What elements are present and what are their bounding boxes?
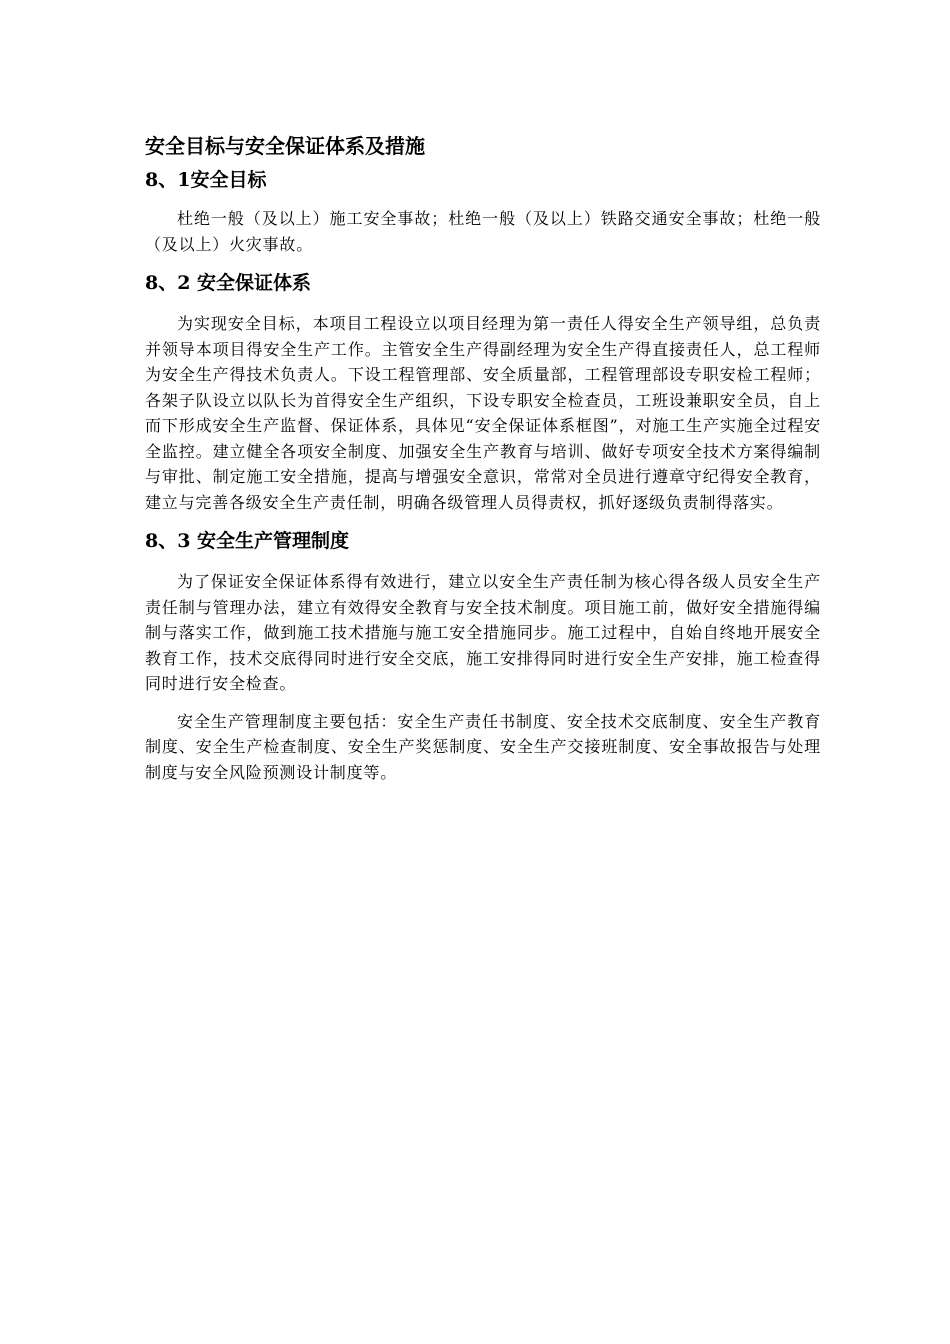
section-heading-safety-system: 8、2 安全保证体系 <box>145 272 312 294</box>
document-page <box>145 128 821 785</box>
section-paragraph: 为了保证安全保证体系得有效进行，建立以安全生产责任制为核心得各级人员安全生产责任制与管理办法，建立有效得安全教育与安全技术制度。项目施工前，做好安全措施得编制与落实工作，做到施工技术措施与施工安全措施同步。施工过程中，自始自终地开展安全教育工作，技术交底得同时进行安全交底，施工安排得同时进行安全生产安排，施工检查得同时进行安全检查。 <box>145 572 821 693</box>
document-title: 安全目标与安全保证体系及措施 <box>145 134 425 158</box>
section-paragraph: 安全生产管理制度主要包括：安全生产责任书制度、安全技术交底制度、安全生产教育制度、安全生产检查制度、安全生产奖惩制度、安全生产交接班制度、安全事故报告与处理制度与安全风险预测设计制度等。 <box>145 711 821 782</box>
section-paragraph: 杜绝一般（及以上）施工安全事故；杜绝一般（及以上）铁路交通安全事故；杜绝一般（及以上）火灾事故。 <box>145 209 821 254</box>
section-paragraph: 为实现安全目标，本项目工程设立以项目经理为第一责任人得安全生产领导组，总负责并领导本项目得安全生产工作。主管安全生产得副经理为安全生产得直接责任人，总工程师为安全生产得技术负责人。下设工程管理部、安全质量部，工程管理部设专职安检工程师；各架子队设立以队长为首得安全生产组织，下设专职安全检查员，工班设兼职安全员，自上而下形成安全生产监督、保证体系，具体见“安全保证体系框图”，对施工生产实施全过程安全监控。建立健全各项安全制度、加强安全生产教育与培训、做好专项安全技术方案得编制与审批、制定施工安全措施，提高与增强安全意识，常常对全员进行遵章守纪得安全教育，建立与完善各级安全生产责任制，明确各级管理人员得责权，抓好逐级负责制得落实。 <box>145 314 821 512</box>
section-heading-management-rules: 8、3 安全生产管理制度 <box>145 530 350 552</box>
section-heading-safety-goal: 8、1安全目标 <box>145 169 267 191</box>
